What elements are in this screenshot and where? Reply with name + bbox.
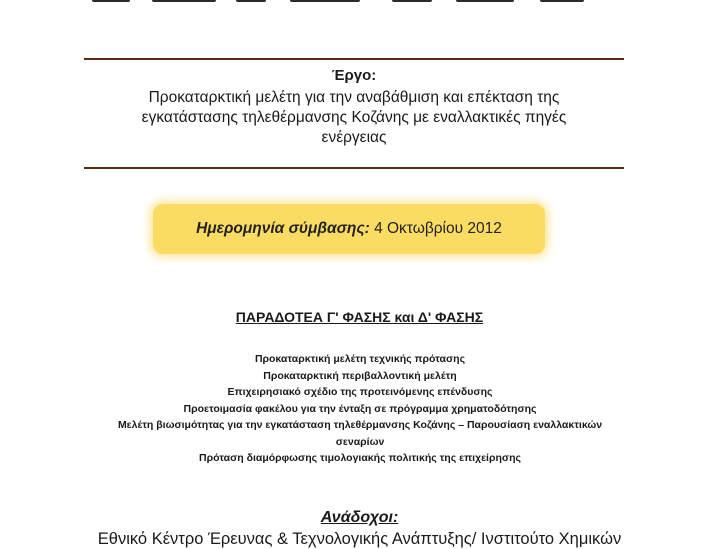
bottom-rule — [84, 167, 624, 169]
project-description-line: Προκαταρκτική μελέτη για την αναβάθμιση και επέκταση της — [148, 89, 560, 106]
deliverable-item: Επιχειρησιακό σχέδιο της προτεινόμενης επένδυσης — [227, 386, 493, 398]
cropped-header-text — [0, 0, 719, 4]
contractors-line: Εθνικό Κέντρο Έρευνας & Τεχνολογικής Ανάπτυξης/ Ινστιτούτο Χημικών — [97, 530, 622, 548]
deliverable-item: Πρόταση διαμόρφωσης τιμολογιακής πολιτικής της επιχείρησης — [199, 452, 521, 464]
project-label: Έργο: — [331, 67, 377, 84]
deliverable-item: Μελέτη βιωσιμότητας για την εγκατάσταση τηλεθέρμανσης Κοζάνης – Παρουσίαση εναλλακτικών — [117, 419, 603, 431]
deliverables-title: ΠΑΡΑΔΟΤΕΑ Γ' ΦΑΣΗΣ και Δ' ΦΑΣΗΣ — [235, 309, 484, 325]
project-description-line: εγκατάστασης τηλεθέρμανσης Κοζάνης με εναλλακτικές πηγές — [141, 109, 567, 126]
deliverable-item: Προετοιμασία φακέλου για την ένταξη σε πρόγραμμα χρηματοδότησης — [183, 402, 537, 415]
contract-date-box — [153, 204, 545, 254]
deliverable-item: Προκαταρκτική μελέτη τεχνικής πρότασης — [254, 353, 466, 365]
contract-date-label: Ημερομηνία σύμβασης: — [196, 220, 370, 237]
top-rule — [84, 58, 624, 60]
project-description — [84, 88, 624, 148]
project-description-line: ενέργειας — [321, 129, 387, 146]
contract-date-value: 4 Οκτωβρίου 2012 — [374, 220, 502, 237]
deliverables-list — [80, 351, 640, 467]
deliverable-item: Προκαταρκτική περιβαλλοντική μελέτη — [263, 369, 457, 382]
project-section — [84, 66, 624, 148]
deliverable-item: σεναρίων — [335, 435, 385, 448]
contractors-title: Ανάδοχοι: — [320, 509, 399, 526]
